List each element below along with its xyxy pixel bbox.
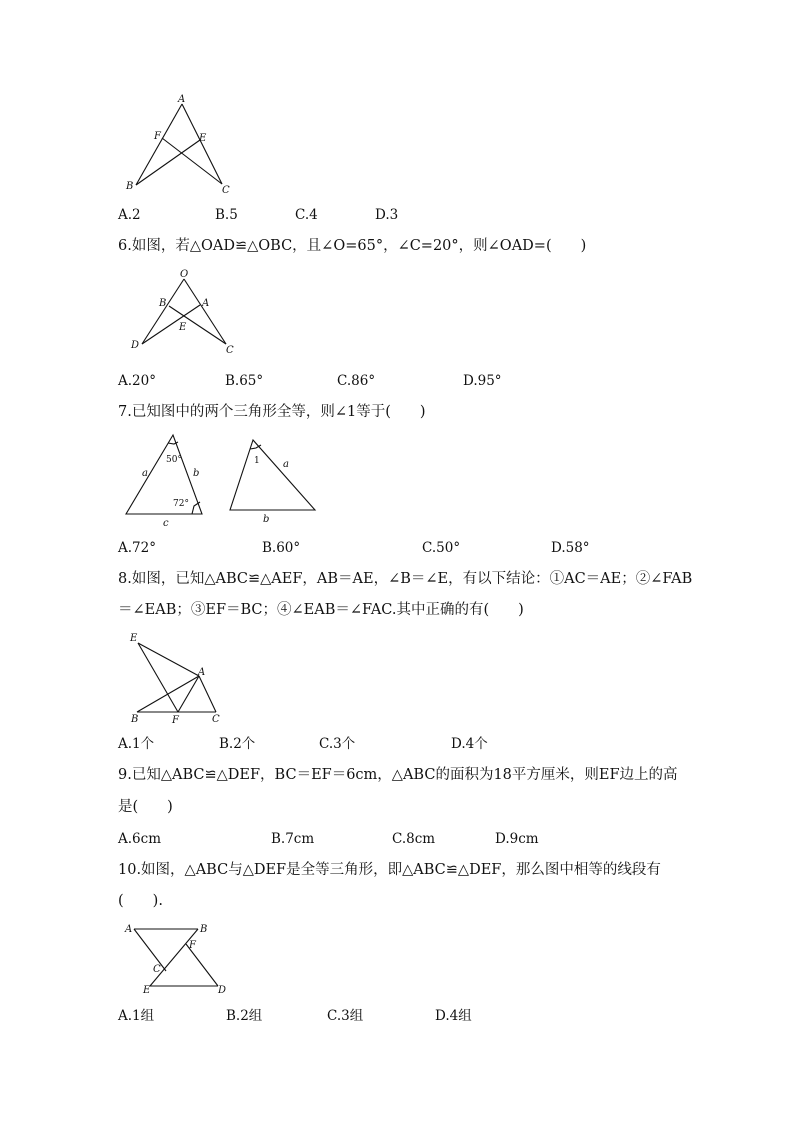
q6-label-o: O (180, 269, 189, 280)
q7-right-triangle (230, 440, 315, 510)
q8-option-d[interactable]: D.4个 (451, 736, 488, 752)
q7-right-a: a (283, 459, 289, 470)
q5-label-c: C (222, 185, 230, 196)
q7-left-a: a (142, 468, 148, 479)
q8-line-ba (137, 676, 199, 712)
q5-option-b[interactable]: B.5 (215, 207, 238, 223)
q10-option-d[interactable]: D.4组 (435, 1008, 472, 1024)
q8-figure (124, 630, 234, 726)
q9-stem-line2: 是( ) (118, 799, 173, 815)
q8-option-b[interactable]: B.2个 (219, 736, 256, 752)
q7-option-c[interactable]: C.50° (422, 540, 461, 556)
q10-line-ac (134, 929, 166, 971)
q8-stem-line2: ＝∠EAB；③EF＝BC；④∠EAB＝∠FAC.其中正确的有( ) (118, 602, 524, 618)
q7-figure (118, 430, 328, 530)
q7-stem: 7.已知图中的两个三角形全等，则∠1等于( ) (118, 404, 426, 420)
q5-label-f: F (154, 131, 161, 142)
q7-option-a[interactable]: A.72° (118, 540, 156, 556)
q9-option-a[interactable]: A.6cm (118, 831, 161, 847)
q8-label-f: F (172, 715, 179, 726)
q10-label-c: C (153, 964, 161, 975)
q8-line-ac (199, 676, 216, 712)
q7-right-b: b (263, 514, 270, 525)
q10-option-c[interactable]: C.3组 (327, 1008, 364, 1024)
q7-left-triangle (126, 435, 202, 514)
q10-label-b: B (200, 924, 208, 935)
q10-label-f: F (189, 940, 196, 951)
q10-stem-line2: ( ). (118, 893, 163, 909)
q10-line-be (150, 929, 198, 986)
q6-label-a: A (202, 298, 210, 309)
q9-option-d[interactable]: D.9cm (495, 831, 539, 847)
q10-stem-line1: 10.如图，△ABC与△DEF是全等三角形，即△ABC≌△DEF，那么图中相等的线段有 (118, 862, 661, 878)
q7-option-d[interactable]: D.58° (551, 540, 590, 556)
q6-option-d[interactable]: D.95° (463, 373, 502, 389)
q9-stem-line1: 9.已知△ABC≌△DEF，BC＝EF＝6cm，△ABC的面积为18平方厘米，则EF边上的高 (118, 767, 678, 783)
q7-option-b[interactable]: B.60° (262, 540, 301, 556)
q8-label-e: E (130, 633, 138, 644)
q6-line-bc (169, 306, 226, 344)
q10-label-a: A (125, 924, 133, 935)
q6-figure (125, 266, 240, 358)
q6-option-a[interactable]: A.20° (118, 373, 156, 389)
q10-label-d: D (218, 985, 227, 996)
q5-option-c[interactable]: C.4 (295, 207, 318, 223)
q6-option-b[interactable]: B.65° (225, 373, 264, 389)
q6-stem: 6.如图，若△OAD≌△OBC，且∠O=65°，∠C=20°，则∠OAD=( ) (118, 238, 587, 254)
q10-label-e: E (143, 985, 151, 996)
q8-option-a[interactable]: A.1个 (118, 736, 155, 752)
q5-figure (118, 92, 238, 197)
q10-option-a[interactable]: A.1组 (118, 1008, 155, 1024)
q8-label-c: C (212, 714, 220, 725)
q5-option-d[interactable]: D.3 (375, 207, 399, 223)
q5-label-e: E (199, 133, 207, 144)
q5-label-a: A (178, 94, 186, 105)
q8-option-c[interactable]: C.3个 (319, 736, 356, 752)
q7-angle-72: 72° (173, 499, 189, 509)
q5-line-ac (182, 104, 222, 184)
q8-label-b: B (131, 714, 139, 725)
q5-option-a[interactable]: A.2 (118, 207, 141, 223)
q7-left-b: b (193, 468, 200, 479)
q6-option-c[interactable]: C.86° (337, 373, 376, 389)
q8-label-a: A (198, 667, 206, 678)
q6-label-c: C (226, 345, 234, 356)
q8-line-fa (178, 676, 199, 712)
q5-line-eb (136, 140, 200, 185)
q7-angle-50: 50° (166, 455, 182, 465)
q6-label-d: D (131, 340, 140, 351)
q7-angle-1: 1 (254, 456, 260, 466)
q5-line-ab (136, 104, 182, 185)
q7-left-c: c (163, 518, 169, 529)
q5-label-b: B (126, 181, 134, 192)
q10-figure (118, 918, 243, 998)
q9-option-c[interactable]: C.8cm (392, 831, 436, 847)
q9-option-b[interactable]: B.7cm (271, 831, 315, 847)
q6-label-e: E (179, 322, 187, 333)
q6-label-b: B (159, 298, 167, 309)
q10-option-b[interactable]: B.2组 (226, 1008, 263, 1024)
q6-line-ad (142, 305, 200, 344)
q8-stem-line1: 8.如图，已知△ABC≌△AEF，AB＝AE，∠B＝∠E，有以下结论：①AC＝AE；②∠FAB (118, 571, 693, 587)
